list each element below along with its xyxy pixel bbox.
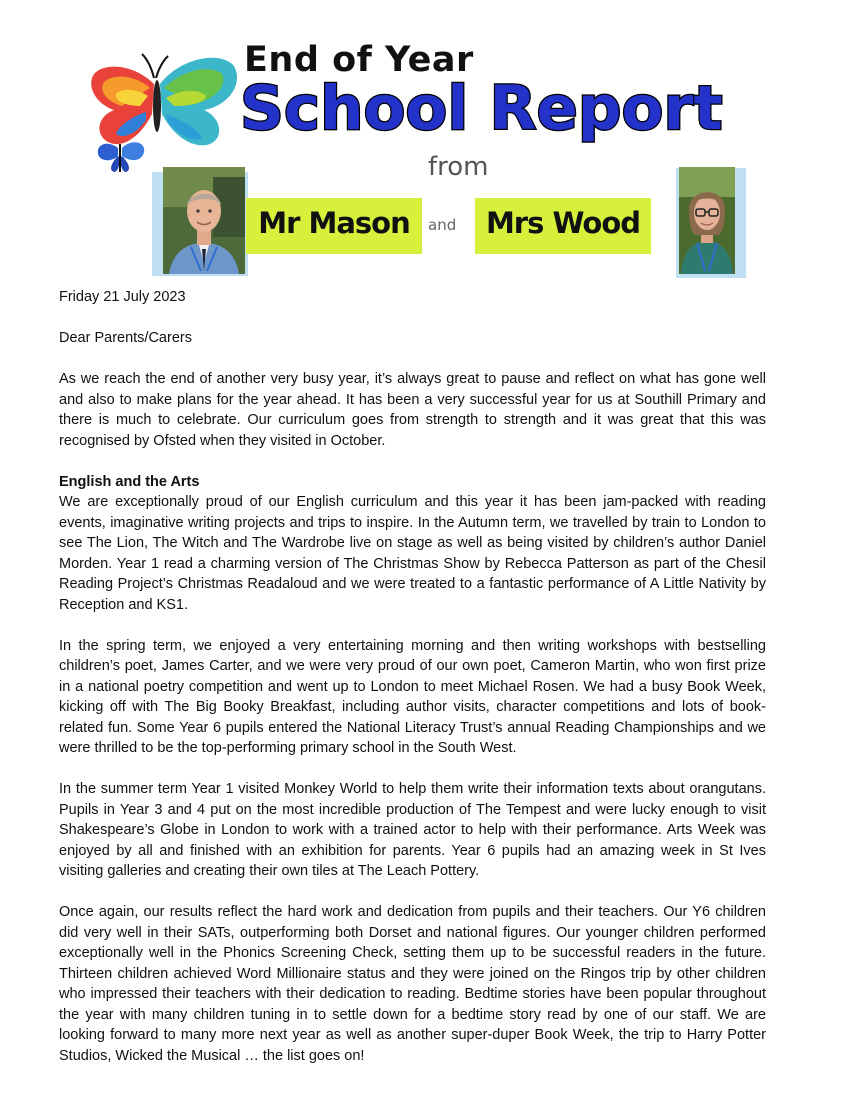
letter-greeting: Dear Parents/Carers bbox=[59, 330, 192, 346]
report-header bbox=[0, 0, 850, 285]
mr-mason-photo bbox=[163, 167, 245, 274]
paragraph: In the summer term Year 1 visited Monkey World to help them write their information texts about orangutans. Pupils in Year 3 and 4 put on the most incredible production of The Tempest and were lucky enough to visit Shakespeare’s Globe in London to work with a trained actor to help with their performance. Arts Week was enjoyed by all and finished with an exhibition for parents. Year 6 pupils had an amazing week in St Ives visiting galleries and creating their own tiles at The Leach Pottery. bbox=[59, 781, 766, 879]
name-mrs-wood: Mrs Wood bbox=[485, 206, 641, 240]
paragraph: We are exceptionally proud of our English curriculum and this year it has been jam-packed with reading events, imaginative writing projects and trips to inspire. In the Autumn term, we travelled by train to London to see The Lion, The Witch and The Wardrobe live on stage as well as being visited by children’s author Daniel Morden. Year 1 read a charming version of The Christmas Show by Rebecca Patterson as part of the Chesil Reading Project’s Christmas Readaloud and we were treated to a fantastic performance of A Little Nativity by Reception and KS1. bbox=[59, 494, 766, 613]
butterfly-logo-icon bbox=[84, 44, 242, 174]
name-mr-mason: Mr Mason bbox=[258, 206, 410, 240]
from-label: from bbox=[428, 152, 489, 182]
letter-date: Friday 21 July 2023 bbox=[59, 289, 186, 305]
name-box-mr-mason bbox=[246, 198, 422, 254]
paragraph: Once again, our results reflect the hard work and dedication from pupils and their teachers. Our Y6 children did very well in their SATs, outperforming both Dorset and national figures. Our younger children performed exceptionally well in the Phonics Screening Check, setting them up to be successful readers in the future. Thirteen children achieved Word Millionaire status and they were joined on the Ringos trip by other children who impressed their teachers with their dedication to reading. Bedtime stories have been popular throughout the year with many children tuning in to settle down for a bedtime story read by one of our staff. We are looking forward to many more next year as well as another super-duper Book Week, the trip to Harry Potter Studios, Wicked the Musical … the list goes on! bbox=[59, 904, 766, 1064]
and-label: and bbox=[428, 216, 457, 234]
name-box-mrs-wood bbox=[475, 198, 651, 254]
paragraph: In the spring term, we enjoyed a very entertaining morning and then writing workshops with bestselling children’s poet, James Carter, and we were very proud of our own poet, Cameron Martin, who won first prize in a national poetry competition and went up to London to meet Michael Rosen. We had a busy Book Week, kicking off with The Big Booky Breakfast, including author visits, character competitions and lots of book-related fun. Some Year 6 pupils entered the National Literacy Trust’s annual Reading Championships and we were thrilled to be the top-performing primary school in the South West. bbox=[59, 637, 766, 756]
intro-paragraph: As we reach the end of another very busy year, it’s always great to pause and reflect on what has gone well and also to make plans for the year ahead. It has been a very successful year for us at Southill Primary and there is much to celebrate. Our curriculum goes from strength to strength and it was great that this was recognised by Ofsted when they visited in October. bbox=[59, 371, 766, 449]
title-school-report: School Report bbox=[240, 73, 723, 144]
title-end-of-year: End of Year bbox=[244, 40, 474, 80]
section-heading: English and the Arts bbox=[59, 473, 200, 490]
mrs-wood-photo bbox=[679, 167, 735, 274]
letter-body bbox=[59, 287, 766, 1087]
